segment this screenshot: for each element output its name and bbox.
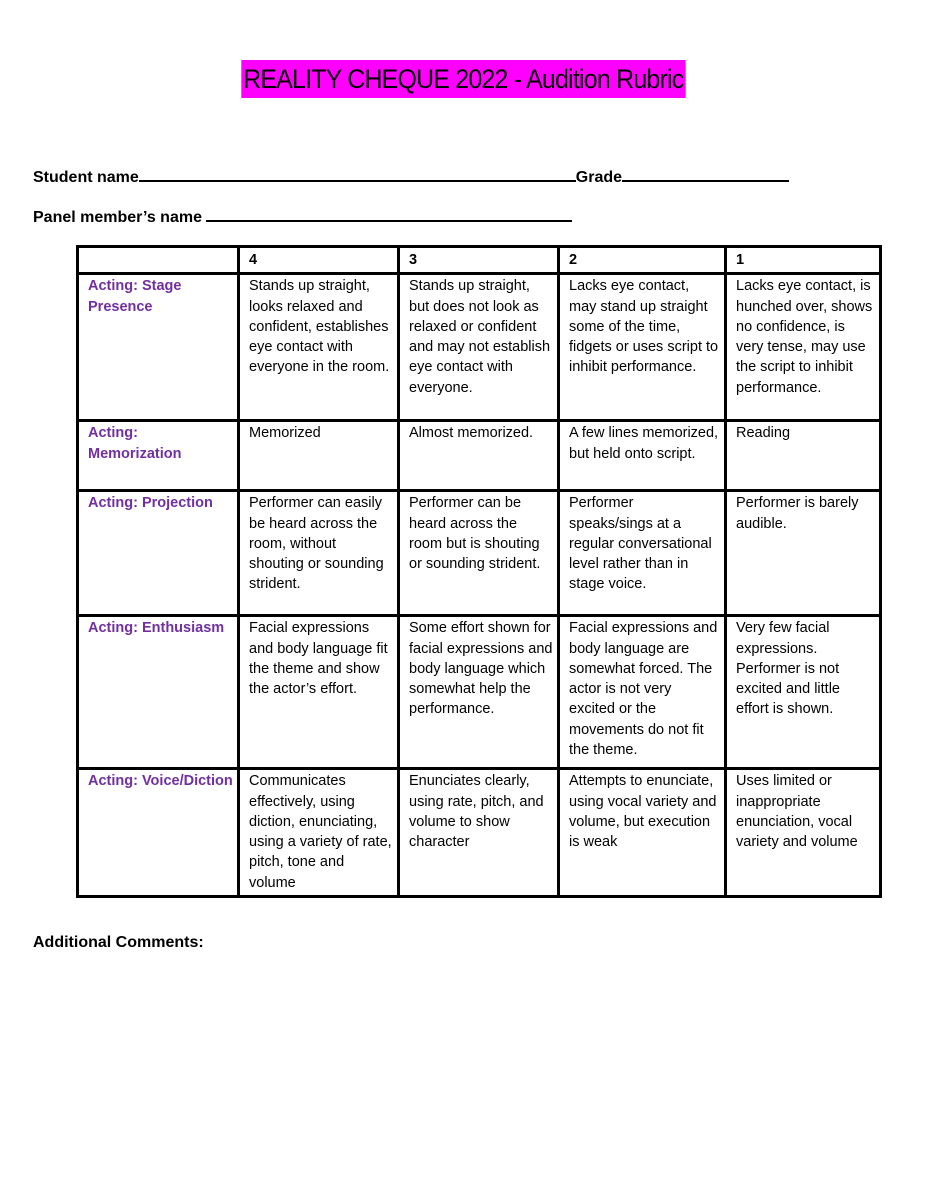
voice-diction-score-4: Communicates effectively, using diction, enunciating, using a variety of rate, pitch, tone and volume — [239, 769, 399, 897]
header-blank-cell — [78, 247, 239, 274]
header-score-3: 3 — [399, 247, 559, 274]
header-score-1: 1 — [726, 247, 881, 274]
voice-diction-score-3: Enunciates clearly, using rate, pitch, and volume to show character — [399, 769, 559, 897]
rubric-row-projection — [78, 491, 881, 616]
panel-member-label: Panel member’s name — [33, 209, 202, 226]
additional-comments-label: Additional Comments: — [33, 934, 204, 951]
projection-score-4: Performer can easily be heard across the room, without shouting or sounding strident. — [239, 491, 399, 616]
rubric-row-enthusiasm — [78, 616, 881, 769]
criterion-enthusiasm: Acting: Enthusiasm — [78, 616, 239, 769]
criterion-voice-diction: Acting: Voice/Diction — [78, 769, 239, 897]
enthusiasm-score-4: Facial expressions and body language fit the theme and show the actor’s effort. — [239, 616, 399, 769]
stage-presence-score-3: Stands up straight, but does not look as relaxed or confident and may not establish eye contact with everyone. — [399, 274, 559, 421]
projection-score-1: Performer is barely audible. — [726, 491, 881, 616]
stage-presence-score-2: Lacks eye contact, may stand up straight some of the time, fidgets or uses script to inhibit performance. — [559, 274, 726, 421]
header-score-4: 4 — [239, 247, 399, 274]
rubric-row-memorization — [78, 421, 881, 491]
grade-label: Grade — [575, 169, 623, 186]
rubric-row-stage-presence — [78, 274, 881, 421]
rubric-header-row — [78, 247, 881, 274]
voice-diction-score-1: Uses limited or inappropriate enunciation, vocal variety and volume — [726, 769, 881, 897]
voice-diction-score-2: Attempts to enunciate, using vocal variety and volume, but execution is weak — [559, 769, 726, 897]
memorization-score-1: Reading — [726, 421, 881, 491]
memorization-score-2: A few lines memorized, but held onto script. — [559, 421, 726, 491]
criterion-memorization: Acting: Memorization — [78, 421, 239, 491]
memorization-score-3: Almost memorized. — [399, 421, 559, 491]
header-score-2: 2 — [559, 247, 726, 274]
projection-score-2: Performer speaks/sings at a regular conversational level rather than in stage voice. — [559, 491, 726, 616]
panel-member-field[interactable] — [206, 205, 572, 222]
panel-info-line — [33, 205, 572, 228]
student-name-field[interactable] — [139, 165, 576, 182]
document-title: REALITY CHEQUE 2022 - Audition Rubric — [241, 60, 685, 98]
enthusiasm-score-1: Very few facial expressions. Performer is not excited and little effort is shown. — [726, 616, 881, 769]
stage-presence-score-4: Stands up straight, looks relaxed and confident, establishes eye contact with everyone in the room. — [239, 274, 399, 421]
student-name-label: Student name — [33, 169, 139, 186]
criterion-projection: Acting: Projection — [78, 491, 239, 616]
criterion-stage-presence: Acting: Stage Presence — [78, 274, 239, 421]
enthusiasm-score-3: Some effort shown for facial expressions and body language which somewhat help the performance. — [399, 616, 559, 769]
enthusiasm-score-2: Facial expressions and body language are somewhat forced. The actor is not very excited or the movements do not fit the theme. — [559, 616, 726, 769]
rubric-row-voice-diction — [78, 769, 881, 897]
audition-rubric-table — [76, 245, 882, 898]
grade-field[interactable] — [622, 165, 789, 182]
memorization-score-4: Memorized — [239, 421, 399, 491]
projection-score-3: Performer can be heard across the room but is shouting or sounding strident. — [399, 491, 559, 616]
stage-presence-score-1: Lacks eye contact, is hunched over, shows no confidence, is very tense, may use the script to inhibit performance. — [726, 274, 881, 421]
student-info-line — [33, 165, 789, 188]
